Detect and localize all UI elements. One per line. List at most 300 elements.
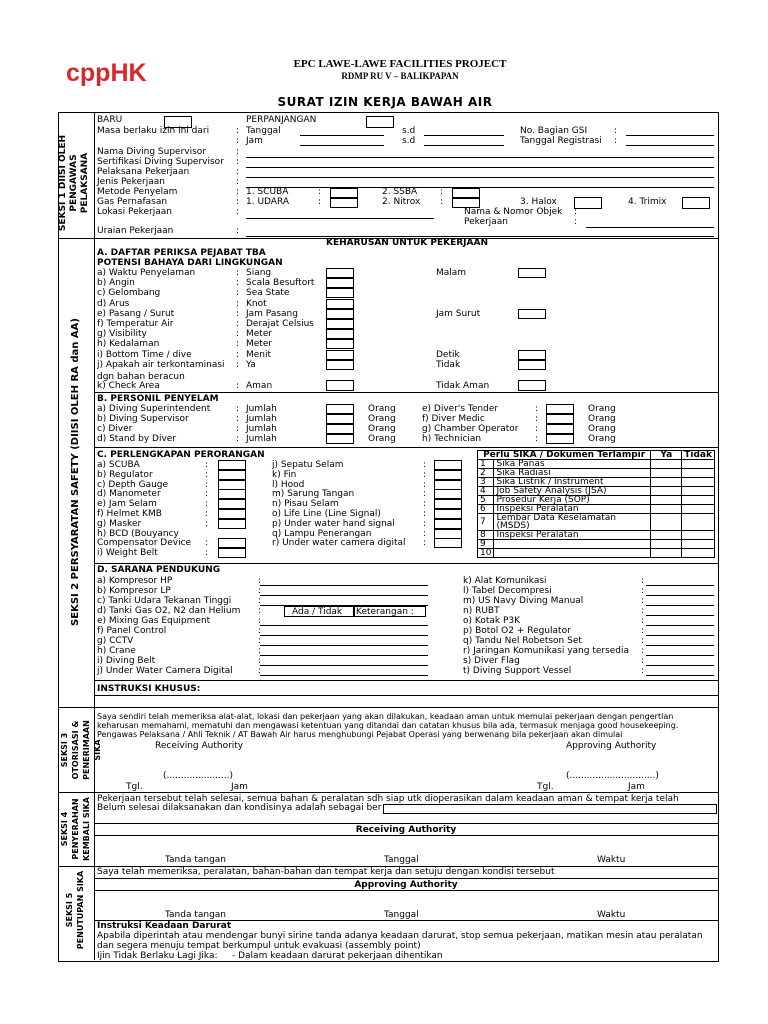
colon: :: [614, 136, 618, 146]
s3-statement-1: Saya sendiri telah memeriksa alat-alat, lokasi dan pekerjaan yang akan dilakukan, keadaan aman untuk memulai pekerjaan dengan pengertian: [97, 712, 674, 721]
colon: :: [258, 576, 262, 586]
colon: :: [423, 460, 427, 470]
perpanjangan-label: PERPANJANGAN: [246, 115, 317, 125]
approving-authority-label: Approving Authority: [566, 741, 657, 751]
s4-authority: Receiving Authority: [355, 825, 457, 835]
personnel-count-field[interactable]: [546, 414, 574, 424]
equipment-checkbox[interactable]: [218, 460, 246, 470]
udara-checkbox[interactable]: [330, 198, 358, 208]
colon: :: [535, 414, 539, 424]
colon: :: [236, 424, 240, 434]
sd-label: s.d: [402, 136, 416, 146]
hazard-unit: Sea State: [246, 288, 290, 299]
colon: :: [205, 489, 209, 500]
s5-authority: Approving Authority: [354, 880, 458, 890]
support-label: m) US Navy Diving Manual: [463, 596, 584, 606]
sika-document: Sika Radiasi: [494, 469, 651, 478]
hazard-right-label: Detik: [436, 349, 460, 360]
support-field-line[interactable]: [646, 585, 714, 586]
colon: :: [236, 434, 240, 444]
equipment-label: m) Sarung Tangan: [272, 489, 355, 500]
hazard-right-label: Malam: [436, 268, 467, 278]
colon: :: [641, 576, 645, 586]
equipment-checkbox[interactable]: [218, 548, 246, 558]
halox-checkbox[interactable]: [574, 197, 602, 209]
sika-tidak-cell[interactable]: [682, 549, 715, 558]
sika-number: 9: [478, 540, 494, 549]
sika-document: Prosedur Kerja (SOP): [494, 496, 651, 505]
support-label: d) Tanki Gas O2, N2 dan Helium: [97, 606, 241, 616]
colon: :: [535, 434, 539, 444]
colon: :: [318, 187, 322, 197]
colon: :: [236, 147, 240, 157]
metode-label: Metode Penyelam: [97, 187, 178, 197]
colon: :: [641, 636, 645, 646]
lokasi-label: Lokasi Pekerjaan: [97, 207, 172, 217]
equipment-label: n) Pisau Selam: [272, 499, 339, 510]
equipment-checkbox[interactable]: [218, 519, 246, 529]
hazard-value-field[interactable]: [326, 350, 354, 360]
ssba-checkbox[interactable]: [452, 188, 480, 198]
support-label: k) Alat Komunikasi: [463, 576, 547, 586]
section-c-title: C. PERLENGKAPAN PERORANGAN: [97, 450, 265, 460]
support-label: a) Kompresor HP: [97, 576, 173, 586]
support-label: o) Kotak P3K: [463, 616, 521, 626]
ijin-item: - Dalam keadaan darurat pekerjaan dihentikan: [232, 951, 443, 961]
support-field-line[interactable]: [260, 655, 428, 656]
personnel-count-field[interactable]: [326, 404, 354, 414]
colon: :: [535, 424, 539, 434]
support-label: f) Panel Control: [97, 626, 167, 636]
jenis-label: Jenis Pekerjaan: [97, 177, 165, 187]
colon: :: [258, 636, 262, 646]
hazard-unit: Jam Pasang: [246, 308, 298, 319]
tidak-header: Tidak: [682, 451, 715, 460]
section-1-label: SEKSI 1 DIISI OLEH PENGAWAS PELAKSANA: [58, 134, 90, 232]
colon: :: [641, 656, 645, 666]
support-field-line[interactable]: [260, 585, 428, 586]
sika-ya-cell[interactable]: [651, 478, 682, 487]
s5-waktu: Waktu: [597, 910, 626, 920]
orang-label: Orang: [588, 434, 616, 444]
colon: :: [236, 187, 240, 197]
sika-tidak-cell[interactable]: [682, 487, 715, 496]
nama-ds-label: Nama Diving Supervisor: [97, 147, 207, 157]
personnel-label: a) Diving Superintendent: [97, 404, 211, 414]
colon: :: [205, 479, 209, 490]
dgn-bahan-label: dgn bahan beracun: [97, 372, 185, 382]
support-label: s) Diver Flag: [463, 656, 520, 666]
colon: :: [258, 626, 262, 636]
equipment-checkbox[interactable]: [218, 499, 246, 509]
sika-number: 3: [478, 478, 494, 487]
keterangan-label: Keterangan :: [356, 607, 414, 617]
support-field-line[interactable]: [260, 635, 428, 636]
section-3-label: SEKSI 3 OTORISASI & PENERIMAAN SIKA: [60, 720, 102, 780]
s4-statement-2: Belum selesai dilaksanakan dan kondisinya adalah sebagai ber: [97, 803, 382, 813]
equipment-label: f) Helmet KMB: [97, 509, 162, 519]
equipment-checkbox[interactable]: [434, 529, 462, 539]
sika-number: 4: [478, 487, 494, 496]
sika-row: [478, 514, 715, 531]
personnel-label: b) Diving Supervisor: [97, 414, 189, 424]
sika-number: 2: [478, 469, 494, 478]
hazard-label: d) Arus: [97, 298, 130, 309]
jam-right: Jam: [628, 782, 645, 792]
support-field-line[interactable]: [646, 665, 714, 666]
baru-label: BARU: [97, 115, 123, 125]
equipment-checkbox[interactable]: [434, 460, 462, 470]
colon: :: [236, 278, 240, 289]
colon: :: [258, 586, 262, 596]
equipment-label: g) Masker: [97, 518, 142, 529]
hazard-label: h) Kedalaman: [97, 339, 160, 350]
equipment-checkbox[interactable]: [434, 499, 462, 509]
colon: :: [236, 268, 240, 278]
hazard-value-field[interactable]: [326, 268, 354, 278]
nama-objek-label: Nama & Nomor Objek: [464, 207, 563, 217]
tanggal-label: Tanggal: [246, 126, 281, 136]
hazard-unit: Meter: [246, 339, 273, 350]
hazard-unit: Ya: [246, 359, 256, 370]
support-field-line[interactable]: [260, 625, 428, 626]
colon: :: [236, 157, 240, 167]
hazard-right-field[interactable]: [518, 268, 546, 278]
sika-row: [478, 531, 715, 540]
colon: :: [236, 381, 240, 391]
colon: :: [423, 518, 427, 529]
ada-tidak-label: Ada / Tidak: [292, 607, 343, 617]
colon: :: [205, 538, 209, 549]
s5-statement-1: Saya telah memeriksa, peralatan, bahan-bahan dan tempat kerja dan setuju dengan kondisi tersebut: [97, 867, 555, 877]
colon: :: [574, 207, 578, 217]
sika-ya-cell[interactable]: [651, 460, 682, 469]
support-field-line[interactable]: [646, 625, 714, 626]
support-field-line[interactable]: [646, 595, 714, 596]
support-label: p) Botol O2 + Regulator: [463, 626, 571, 636]
section-a-title: A. DAFTAR PERIKSA PEJABAT TBA: [97, 248, 266, 258]
trimix-checkbox[interactable]: [682, 197, 710, 209]
sika-ya-cell[interactable]: [651, 487, 682, 496]
support-field-line[interactable]: [646, 605, 714, 606]
hazard-value-field[interactable]: [326, 299, 354, 309]
hazard-value-field[interactable]: [326, 309, 354, 319]
hazard-value-field[interactable]: [326, 339, 354, 349]
colon: :: [236, 207, 240, 217]
colon: :: [236, 298, 240, 309]
sertifikasi-label: Sertifikasi Diving Supervisor: [97, 157, 224, 167]
jumlah-label: Jumlah: [246, 414, 277, 424]
hazard-value-field[interactable]: [326, 360, 354, 370]
sd-label: s.d: [402, 126, 416, 136]
equipment-label: i) Weight Belt: [97, 548, 158, 559]
equipment-checkbox[interactable]: [434, 489, 462, 499]
hazard-label: e) Pasang / Surut: [97, 308, 175, 319]
equipment-checkbox[interactable]: [434, 470, 462, 480]
hazard-right-label: Jam Surut: [436, 308, 481, 319]
project-title: EPC LAWE-LAWE FACILITIES PROJECT: [293, 58, 507, 70]
equipment-label: a) SCUBA: [97, 460, 140, 470]
equipment-label: b) Regulator: [97, 469, 153, 480]
company-logo: [64, 60, 176, 86]
support-label: q) Tandu Nel Robetson Set: [463, 636, 582, 646]
aman-option: Aman: [246, 381, 273, 391]
colon: :: [236, 136, 240, 146]
trimix-option: 4. Trimix: [628, 197, 667, 207]
perpanjangan-checkbox[interactable]: [366, 116, 394, 128]
sika-number: 8: [478, 531, 494, 540]
hazard-unit: Menit: [246, 349, 272, 360]
personnel-count-field[interactable]: [326, 434, 354, 444]
hazard-right-field[interactable]: [518, 309, 546, 319]
equipment-label: k) Fin: [272, 469, 297, 480]
equipment-checkbox[interactable]: [218, 538, 246, 548]
support-label: j) Under Water Camera Digital: [97, 666, 233, 676]
sika-document: Lembar Data Keselamatan (MSDS): [494, 514, 651, 531]
check-area-label: k) Check Area: [97, 381, 160, 391]
colon: :: [236, 414, 240, 424]
equipment-checkbox[interactable]: [218, 470, 246, 480]
sika-tidak-cell[interactable]: [682, 460, 715, 469]
support-field-line[interactable]: [646, 635, 714, 636]
sika-ya-cell[interactable]: [651, 469, 682, 478]
jumlah-label: Jumlah: [246, 434, 277, 444]
approving-signature[interactable]: (..............................): [566, 771, 659, 781]
orang-label: Orang: [588, 414, 616, 424]
colon: :: [423, 489, 427, 500]
colon: :: [205, 460, 209, 470]
personnel-count-field[interactable]: [326, 424, 354, 434]
support-label: e) Mixing Gas Equipment: [97, 616, 211, 626]
sika-ya-cell[interactable]: [651, 505, 682, 514]
support-label: c) Tanki Udara Tekanan Tinggi: [97, 596, 232, 606]
ya-header: Ya: [651, 451, 682, 460]
nitrox-option: 2. Nitrox: [382, 197, 421, 207]
orang-label: Orang: [368, 404, 396, 414]
sika-number: 5: [478, 496, 494, 505]
support-label: l) Tabel Decompresi: [463, 586, 552, 596]
tgl-registrasi-label: Tanggal Registrasi: [520, 136, 602, 146]
personnel-label: f) Diver Medic: [422, 414, 485, 424]
jumlah-label: Jumlah: [246, 424, 277, 434]
support-field-line[interactable]: [646, 675, 714, 676]
uraian-label: Uraian Pekerjaan: [97, 226, 174, 236]
personnel-count-field[interactable]: [546, 404, 574, 414]
personnel-label: h) Technician: [422, 434, 482, 444]
sika-number: 7: [478, 514, 494, 531]
personnel-label: c) Diver: [97, 424, 133, 434]
tidak-aman-checkbox[interactable]: [518, 380, 546, 391]
support-label: g) CCTV: [97, 636, 134, 646]
colon: :: [236, 359, 240, 370]
equipment-label: l) Hood: [272, 479, 305, 490]
hazard-unit: Siang: [246, 268, 272, 278]
receiving-signature[interactable]: (......................): [163, 771, 233, 781]
s5-tanggal: Tanggal: [384, 910, 419, 920]
hazard-value-field[interactable]: [326, 319, 354, 329]
tidak-aman-option: Tidak Aman: [436, 381, 490, 391]
personnel-count-field[interactable]: [546, 424, 574, 434]
orang-label: Orang: [588, 424, 616, 434]
sika-tidak-cell[interactable]: [682, 478, 715, 487]
logo-text: cppHK: [66, 60, 147, 86]
colon: :: [236, 404, 240, 414]
section-5-label: SEKSI 5 PENUTUPAN SIKA: [65, 870, 85, 950]
colon: :: [423, 528, 427, 539]
darurat-title: Instruksi Keadaan Darurat: [97, 921, 232, 931]
section-b-title: B. PERSONIL PENYELAM: [97, 394, 219, 404]
sika-row: [478, 540, 715, 549]
support-label: b) Kompresor LP: [97, 586, 171, 596]
colon: :: [236, 288, 240, 299]
sika-ya-cell[interactable]: [651, 496, 682, 505]
personnel-count-field[interactable]: [326, 414, 354, 424]
gas-label: Gas Pernafasan: [97, 197, 168, 207]
halox-option: 3. Halox: [520, 197, 557, 207]
colon: :: [236, 126, 240, 136]
equipment-label: r) Under water camera digital: [272, 538, 406, 549]
equipment-checkbox[interactable]: [218, 489, 246, 499]
hazard-label: i) Bottom Time / dive: [97, 349, 192, 360]
support-field-line[interactable]: [646, 615, 714, 616]
s3-statement-2: keharusan memahami, mematuhi dan mengawasi ketentuan yang ditandai dan catatan khusus bila ada, termasuk menjaga good housekeeping.: [97, 721, 679, 730]
support-label: n) RUBT: [463, 606, 500, 616]
sika-document: Sika Panas: [494, 460, 651, 469]
hazard-right-label: Tidak: [436, 359, 461, 370]
orang-label: Orang: [368, 424, 396, 434]
support-label: h) Crane: [97, 646, 136, 656]
sika-tidak-cell[interactable]: [682, 469, 715, 478]
hazard-right-field[interactable]: [518, 360, 546, 370]
s4-condition-field[interactable]: [383, 804, 717, 814]
orang-label: Orang: [588, 404, 616, 414]
sika-document: [494, 549, 651, 558]
sika-number: 6: [478, 505, 494, 514]
colon: :: [423, 469, 427, 480]
colon: :: [641, 646, 645, 656]
hazard-unit: Derajat Celsius: [246, 319, 314, 329]
colon: :: [236, 167, 240, 177]
hazard-unit: Knot: [246, 298, 267, 309]
section-2-label: SEKSI 2 PERSYARATAN SAFETY (DIISI OLEH RA dan AA): [70, 318, 81, 626]
equipment-label: d) Manometer: [97, 489, 161, 500]
scuba-checkbox[interactable]: [330, 188, 358, 198]
hazard-label: g) Visibility: [97, 329, 147, 340]
tgl-left: Tgl.: [126, 782, 143, 792]
equipment-label: Compensator Device: [97, 538, 192, 549]
hazard-right-field[interactable]: [518, 350, 546, 360]
sika-tidak-cell[interactable]: [682, 505, 715, 514]
colon: :: [440, 197, 444, 207]
colon: :: [574, 217, 578, 227]
section-d-title: D. SARANA PENDUKUNG: [97, 565, 221, 575]
colon: :: [641, 666, 645, 676]
keharusan-heading: KEHARUSAN UNTUK PEKERJAAN: [326, 238, 488, 248]
colon: :: [641, 596, 645, 606]
udara-option: 1. UDARA: [246, 197, 290, 207]
s3-statement-3: Pengawas Pelaksana / Ahli Teknik / AT Bawah Air harus menghubungi Pejabat Operasi yang berwenang bila pekerjaan akan dimulai: [97, 730, 623, 739]
sika-number: 10: [478, 549, 494, 558]
colon: :: [641, 626, 645, 636]
sika-tidak-cell[interactable]: [682, 514, 715, 531]
sika-document: Inspeksi Peralatan: [494, 531, 651, 540]
colon: :: [236, 349, 240, 360]
colon: :: [236, 339, 240, 350]
colon: :: [205, 509, 209, 519]
colon: :: [258, 666, 262, 676]
support-label: i) Diving Belt: [97, 656, 156, 666]
sika-ya-cell[interactable]: [651, 549, 682, 558]
colon: :: [258, 616, 262, 626]
equipment-label: p) Under water hand signal: [272, 518, 395, 529]
colon: :: [236, 329, 240, 340]
colon: :: [641, 606, 645, 616]
darurat-line-1: Apabila diperintah atau mendengar bunyi sirine tanda adanya keadaan darurat, stop semua pekerjaan, matikan mesin atau peralatan: [97, 931, 703, 941]
equipment-checkbox[interactable]: [434, 519, 462, 529]
aman-checkbox[interactable]: [326, 380, 354, 391]
form-title: SURAT IZIN KERJA BAWAH AIR: [277, 95, 493, 109]
support-field-line[interactable]: [260, 675, 428, 676]
sika-number: 1: [478, 460, 494, 469]
colon: :: [423, 538, 427, 549]
hazard-unit: Meter: [246, 329, 273, 340]
colon: :: [440, 187, 444, 197]
sika-tidak-cell[interactable]: [682, 496, 715, 505]
equipment-checkbox[interactable]: [218, 509, 246, 519]
colon: :: [614, 126, 618, 136]
sika-document: Inspeksi Peralatan: [494, 505, 651, 514]
equipment-label: h) BCD (Bouyancy: [97, 528, 179, 539]
support-field-line[interactable]: [260, 665, 428, 666]
s4-tanda-tangan: Tanda tangan: [165, 855, 226, 865]
support-field-line[interactable]: [260, 595, 428, 596]
sika-ya-cell[interactable]: [651, 514, 682, 531]
equipment-checkbox[interactable]: [434, 538, 462, 548]
equipment-checkbox[interactable]: [434, 480, 462, 490]
sika-tidak-cell[interactable]: [682, 540, 715, 549]
colon: :: [205, 499, 209, 510]
sika-ya-cell[interactable]: [651, 540, 682, 549]
support-label: t) Diving Support Vessel: [463, 666, 572, 676]
hazard-value-field[interactable]: [326, 329, 354, 339]
colon: :: [236, 308, 240, 319]
ijin-label: Ijin Tidak Berlaku Lagi Jika:: [97, 951, 218, 961]
personnel-label: g) Chamber Operator: [422, 424, 519, 434]
personnel-count-field[interactable]: [546, 434, 574, 444]
equipment-checkbox[interactable]: [434, 509, 462, 519]
personnel-label: d) Stand by Diver: [97, 434, 177, 444]
support-field-line[interactable]: [260, 645, 428, 646]
equipment-checkbox[interactable]: [218, 480, 246, 490]
hazard-value-field[interactable]: [326, 278, 354, 288]
s4-statement-1: Pekerjaan tersebut telah selesai, semua bahan & peralatan sdh siap utk dioperasikan dalam keadaan aman & tempat kerja telah: [97, 794, 679, 804]
support-field-line[interactable]: [646, 645, 714, 646]
pekerjaan-label: Pekerjaan: [464, 217, 509, 227]
equipment-label: q) Lampu Penerangan: [272, 528, 372, 539]
sika-tidak-cell[interactable]: [682, 531, 715, 540]
hazard-label: b) Angin: [97, 278, 135, 289]
colon: :: [236, 197, 240, 207]
hazard-label: j) Apakah air terkontaminasi: [97, 359, 225, 370]
equipment-label: e) Jam Selam: [97, 499, 157, 510]
sika-document: Job Safety Analysis (JSA): [494, 487, 651, 496]
scuba-option: 1. SCUBA: [246, 187, 289, 197]
support-field-line[interactable]: [646, 655, 714, 656]
sika-ya-cell[interactable]: [651, 531, 682, 540]
hazard-value-field[interactable]: [326, 288, 354, 298]
hazard-label: a) Waktu Penyelaman: [97, 268, 196, 278]
colon: :: [258, 656, 262, 666]
